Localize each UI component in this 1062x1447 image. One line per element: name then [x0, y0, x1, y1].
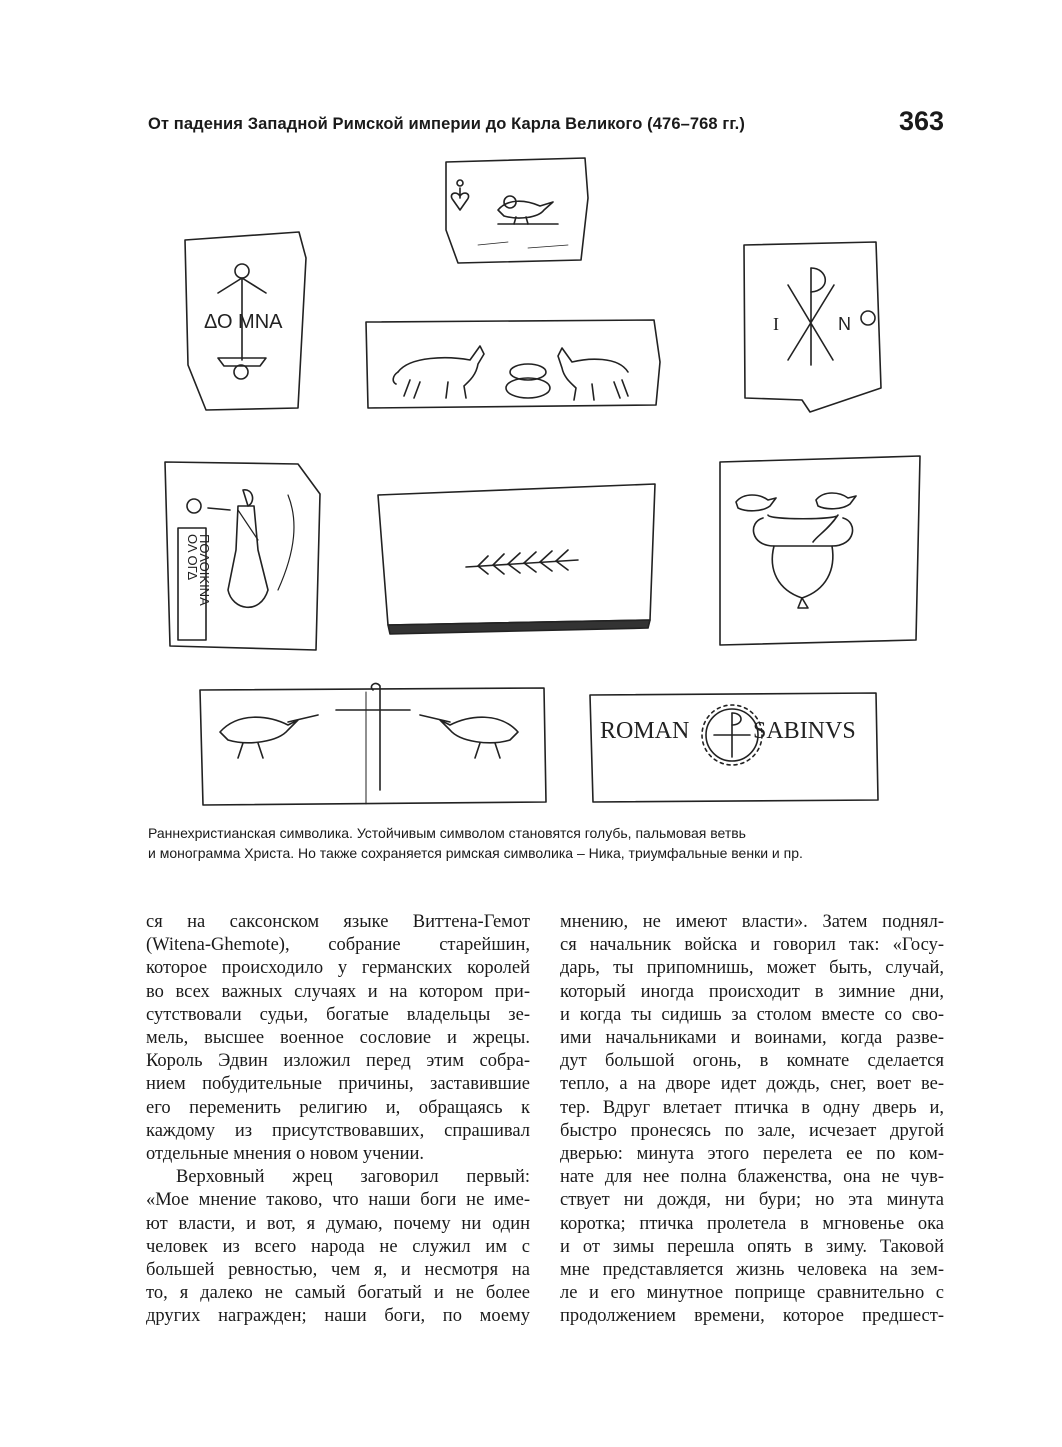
text-line: и от зимы перешла опять в зиму. Таковой — [560, 1236, 944, 1257]
tablet-animals — [366, 320, 660, 408]
inscription-sabinus: SABINVS — [753, 718, 856, 744]
text-line: ся начальник войска и говорил так: «Госу- — [560, 935, 944, 956]
caption-line: и монограмма Христа. Но также сохраняется римская символика – Ника, триумфальные венки и пр. — [148, 845, 803, 861]
tablet-heart-bird — [446, 158, 588, 263]
tablet-roman-sabinus — [590, 693, 878, 802]
text-line: его переменить религию и, обращаясь к — [146, 1097, 530, 1118]
inscription-domna: ΔΟ MNA — [204, 311, 283, 333]
text-line: который иногда происходит в зимние дни, — [560, 981, 944, 1002]
animal-icon — [393, 346, 484, 398]
tablet-nike — [165, 462, 320, 650]
text-line: и когда ты сидишь за столом вместе со сво- — [560, 1004, 944, 1025]
text-line: мне представляется жизнь человека на зем- — [560, 1260, 944, 1281]
text-line: ствует ни дождя, ни бури; но эта минута — [560, 1190, 944, 1211]
text-line: тепло, а на дворе идет дождь, снег, воет ве- — [560, 1074, 944, 1095]
text-line: дарь, ты припомнишь, может быть, случай, — [560, 958, 944, 979]
text-line: человек из всего народа не служил им с — [146, 1236, 530, 1257]
inscription-chi-i: I — [773, 314, 779, 334]
text-line: (Witena-Ghemote), собрание старейшин, — [146, 935, 530, 956]
text-line: дверью: минута этого перелета ее по ком- — [560, 1144, 944, 1165]
tablet-domna — [185, 232, 306, 410]
text-line: тер. Вдруг влетает птичка в одну дверь и, — [560, 1097, 944, 1118]
inscription-vertical-2: ΟΛ ΟΓΔ — [185, 534, 200, 581]
dove-icon — [420, 715, 518, 758]
running-title: От падения Западной Римской империи до Карла Великого (476–768 гг.) — [148, 115, 745, 133]
page-number: 363 — [898, 106, 944, 136]
inscription-vertical-1: ΠΟΛΟΙΚΙΝΑ — [197, 534, 212, 606]
dove-icon — [816, 493, 856, 509]
inscription-roman: ROMAN — [600, 718, 690, 744]
animal-icon — [558, 348, 628, 400]
text-line: каждому из присутствовавших, спрашивал — [146, 1120, 530, 1141]
text-line: то, я далеко не самый богатый и не более — [146, 1283, 530, 1304]
text-line: коротка; птичка пролетела в мгновенье ока — [560, 1213, 944, 1234]
text-line: нием побудительные причины, заставившие — [146, 1074, 530, 1095]
text-line: продолжением времени, которое предшест- — [560, 1306, 944, 1327]
text-line: мель, высшее военное сословие и жрецы. — [146, 1028, 530, 1049]
text-line: которое происходило у германских королей — [146, 958, 530, 979]
text-line: ся на саксонском языке Виттена-Гемот — [146, 912, 530, 932]
palm-branch-icon — [466, 550, 578, 574]
caption-line: Раннехристианская символика. Устойчивым символом становятся голубь, пальмовая ветвь — [148, 825, 746, 841]
bird-icon — [498, 196, 558, 224]
text-line: мнению, не имеют власти». Затем поднял- — [560, 912, 944, 932]
tablet-palm-branch — [378, 484, 655, 634]
figure-early-christian-tablets — [148, 150, 944, 815]
text-line: большей ревностью, чем я, и несмотря на — [146, 1260, 530, 1281]
text-line: во всех важных случаях и на котором при- — [146, 981, 530, 1002]
right-text-column — [560, 911, 944, 1329]
dove-icon — [736, 495, 776, 511]
tablet-chi-rho — [744, 242, 881, 412]
tablet-doves-vase — [720, 456, 920, 645]
text-line: нате для нее полна блаженства, она не чув- — [560, 1167, 944, 1188]
dove-icon — [220, 715, 318, 758]
text-line: «Мое мнение таково, что наши боги не име- — [146, 1190, 530, 1211]
text-line: других награжден; наши боги, по моему — [146, 1306, 530, 1327]
text-line: Верховный жрец заговорил первый: — [176, 1167, 530, 1188]
text-line: отдельные мнения о новом учении. — [146, 1144, 425, 1165]
inscription-chi-n: N — [838, 314, 851, 334]
text-line: ют власти, и вот, я думаю, почему ни один — [146, 1213, 530, 1234]
figure-caption — [148, 823, 948, 863]
tablet-two-doves-cross — [200, 683, 546, 805]
text-line: быстро пронесясь по зале, исчезает другой — [560, 1120, 944, 1141]
text-line: ле и его минутное поприще сравнительно с — [560, 1283, 944, 1304]
text-line: дут большой огонь, в комнате сделается — [560, 1051, 944, 1072]
text-line: ими начальниками и воинами, когда разве- — [560, 1028, 944, 1049]
text-line: сутствовали судьи, богатые владельцы зе- — [146, 1004, 530, 1025]
left-text-column — [146, 911, 530, 1329]
text-line: Король Эдвин изложил перед этим собра- — [146, 1051, 530, 1072]
